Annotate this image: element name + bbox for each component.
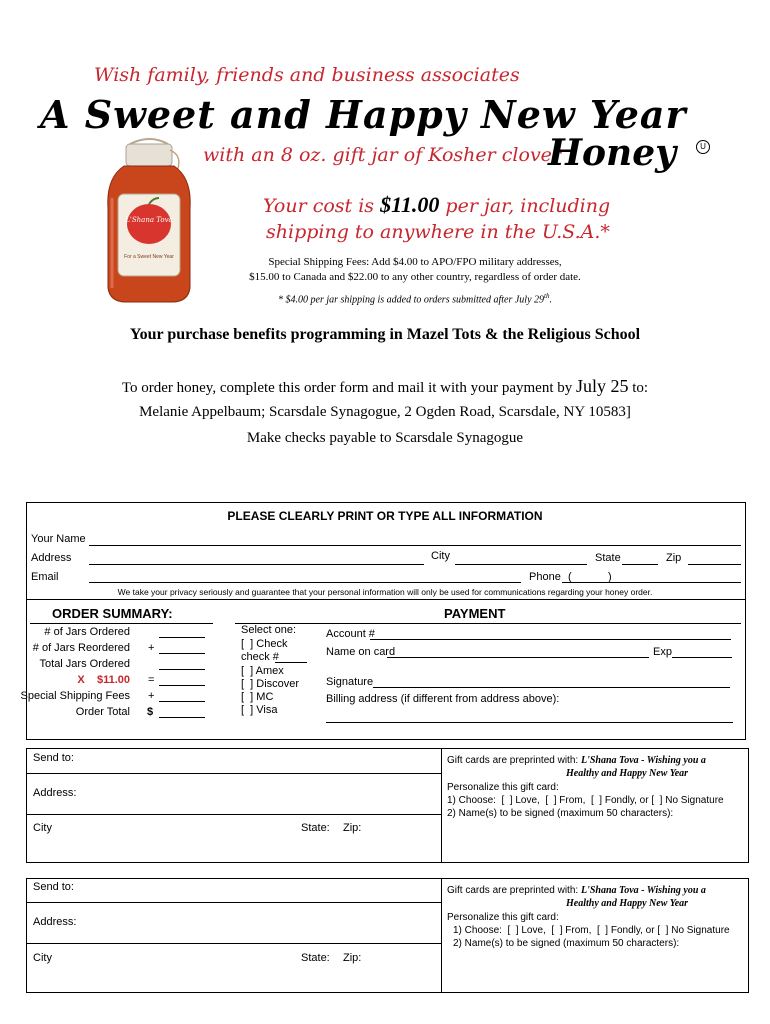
special-fees-input[interactable] <box>159 701 205 702</box>
signature-choice[interactable]: 1) Choose: [ ] Love, [ ] From, [ ] Fondly, or [ ] No Signature <box>453 925 730 936</box>
sendto-city-label: City <box>33 952 52 964</box>
instructions-line-1: To order honey, complete this order form and mail it with your payment by July 25 to: <box>121 376 649 396</box>
sendto-city-label: City <box>33 822 52 834</box>
name-on-card-label: Name on card <box>326 646 396 658</box>
amex-option[interactable]: [ ] Amex <box>241 665 284 677</box>
jar-tagline: For a Sweet New Year <box>124 254 174 260</box>
gift-card-preprinted: Gift cards are preprinted with: L'Shana Tova - Wishing you a <box>447 755 706 766</box>
sendto-label: Send to: <box>33 881 74 893</box>
jars-cost-input[interactable] <box>159 685 205 686</box>
sendto-line[interactable] <box>26 902 441 903</box>
signature-label: Signature <box>326 676 374 688</box>
total-jars-input[interactable] <box>159 669 205 670</box>
honey-word: Honey <box>548 132 677 174</box>
jars-ordered-label: # of Jars Ordered <box>44 626 130 638</box>
checks-payable: Make checks payable to Scarsdale Synagogue <box>246 430 524 446</box>
cost-price: $11.00 <box>380 192 440 217</box>
sendto-address-label: Address: <box>33 916 77 928</box>
sendto-divider <box>441 748 442 862</box>
cost-line: Your cost is $11.00 per jar, including <box>263 192 611 217</box>
sendto-state-label: State: <box>301 952 330 964</box>
kosher-mark-icon: U <box>696 140 710 154</box>
state-label: State <box>595 552 621 564</box>
select-one-label: Select one: <box>241 624 297 636</box>
address-label: Address <box>31 552 72 564</box>
sendto-address-label: Address: <box>33 787 77 799</box>
exp-input[interactable] <box>672 657 732 658</box>
check-number-input[interactable] <box>275 662 307 663</box>
sendto-line[interactable] <box>26 773 441 774</box>
form-divider <box>26 599 745 600</box>
payment-rule <box>235 623 741 624</box>
jar-brand: L'Shana Tova <box>125 216 173 224</box>
gift-card-preprinted: Gift cards are preprinted with: L'Shana Tova - Wishing you a <box>447 885 706 896</box>
city-input[interactable] <box>455 564 587 565</box>
email-input[interactable] <box>89 582 521 583</box>
signature-input[interactable] <box>373 687 730 688</box>
cost-line-2: shipping to anywhere in the U.S.A.* <box>266 221 610 243</box>
mailing-address: Melanie Appelbaum; Scarsdale Synagogue, 2 Ogden Road, Scarsdale, NY 10583] <box>139 404 631 420</box>
billing-input[interactable] <box>326 722 733 723</box>
sendto-label: Send to: <box>33 752 74 764</box>
name-on-card-input[interactable] <box>387 657 649 658</box>
mc-option[interactable]: [ ] MC <box>241 691 274 703</box>
phone-close-paren: ) <box>608 571 612 583</box>
personalize-label: Personalize this gift card: <box>447 782 559 793</box>
phone-input[interactable] <box>562 582 741 583</box>
your-name-label: Your Name <box>31 533 86 545</box>
check-number-label: check # <box>241 651 279 663</box>
exp-label: Exp <box>653 646 672 658</box>
address-input[interactable] <box>89 564 424 565</box>
check-option[interactable]: [ ] Check <box>241 638 288 650</box>
price-per-jar-label: X $11.00 <box>77 674 130 686</box>
shipping-note: * $4.00 per jar shipping is added to orders submitted after July 29th. <box>278 292 552 306</box>
total-jars-label: Total Jars Ordered <box>39 658 130 670</box>
deadline-date: July 25 <box>576 376 629 396</box>
order-summary-rule <box>30 623 213 624</box>
zip-input[interactable] <box>688 564 741 565</box>
sendto-zip-label: Zip: <box>343 952 362 964</box>
discover-option[interactable]: [ ] Discover <box>241 678 300 690</box>
special-fees-label: Special Shipping Fees <box>20 690 130 702</box>
privacy-note: We take your privacy seriously and guarantee that your personal information will only be used for communications regarding your honey order. <box>117 587 653 597</box>
fees-line-1: Special Shipping Fees: Add $4.00 to APO/FPO military addresses, <box>268 256 562 268</box>
header-title: A Sweet and Happy New Year <box>40 92 687 137</box>
your-name-input[interactable] <box>89 545 741 546</box>
equals-operator: = <box>148 674 155 686</box>
sendto-address-line[interactable] <box>26 943 441 944</box>
header-subtitle: with an 8 oz. gift jar of Kosher clover <box>203 144 562 166</box>
zip-label: Zip <box>666 552 682 564</box>
header-tagline: Wish family, friends and business associates <box>94 64 520 86</box>
sendto-zip-label: Zip: <box>343 822 362 834</box>
billing-label: Billing address (if different from address above): <box>326 693 560 705</box>
jars-ordered-input[interactable] <box>159 637 205 638</box>
order-total-label: Order Total <box>75 706 130 718</box>
personalize-label: Personalize this gift card: <box>447 912 559 923</box>
account-label: Account # <box>326 628 375 640</box>
payment-heading: PAYMENT <box>444 606 506 621</box>
form-heading: PLEASE CLEARLY PRINT OR TYPE ALL INFORMATION <box>227 509 543 523</box>
order-summary-heading: ORDER SUMMARY: <box>52 606 173 621</box>
dollar-sign: $ <box>147 706 154 718</box>
jars-reordered-input[interactable] <box>159 653 205 654</box>
gift-card-greeting: Healthy and Happy New Year <box>566 768 689 779</box>
names-to-sign: 2) Name(s) to be signed (maximum 50 characters): <box>447 808 674 819</box>
signature-choice[interactable]: 1) Choose: [ ] Love, [ ] From, [ ] Fondly, or [ ] No Signature <box>447 795 724 806</box>
phone-label: Phone <box>529 571 561 583</box>
sendto-divider <box>441 878 442 992</box>
jars-reordered-label: # of Jars Reordered <box>32 642 130 654</box>
names-to-sign: 2) Name(s) to be signed (maximum 50 characters): <box>453 938 680 949</box>
email-label: Email <box>31 571 59 583</box>
benefit-line: Your purchase benefits programming in Mazel Tots & the Religious School <box>129 326 641 343</box>
city-label: City <box>431 550 450 562</box>
account-input[interactable] <box>370 639 731 640</box>
order-total-input[interactable] <box>159 717 205 718</box>
phone-open-paren: ( <box>568 571 572 583</box>
state-input[interactable] <box>622 564 658 565</box>
plus-operator: + <box>148 642 155 654</box>
sendto-state-label: State: <box>301 822 330 834</box>
plus-operator-2: + <box>148 690 155 702</box>
sendto-address-line[interactable] <box>26 814 441 815</box>
visa-option[interactable]: [ ] Visa <box>241 704 278 716</box>
fees-line-2: $15.00 to Canada and $22.00 to any other country, regardless of order date. <box>249 271 581 283</box>
gift-card-greeting: Healthy and Happy New Year <box>566 898 689 909</box>
